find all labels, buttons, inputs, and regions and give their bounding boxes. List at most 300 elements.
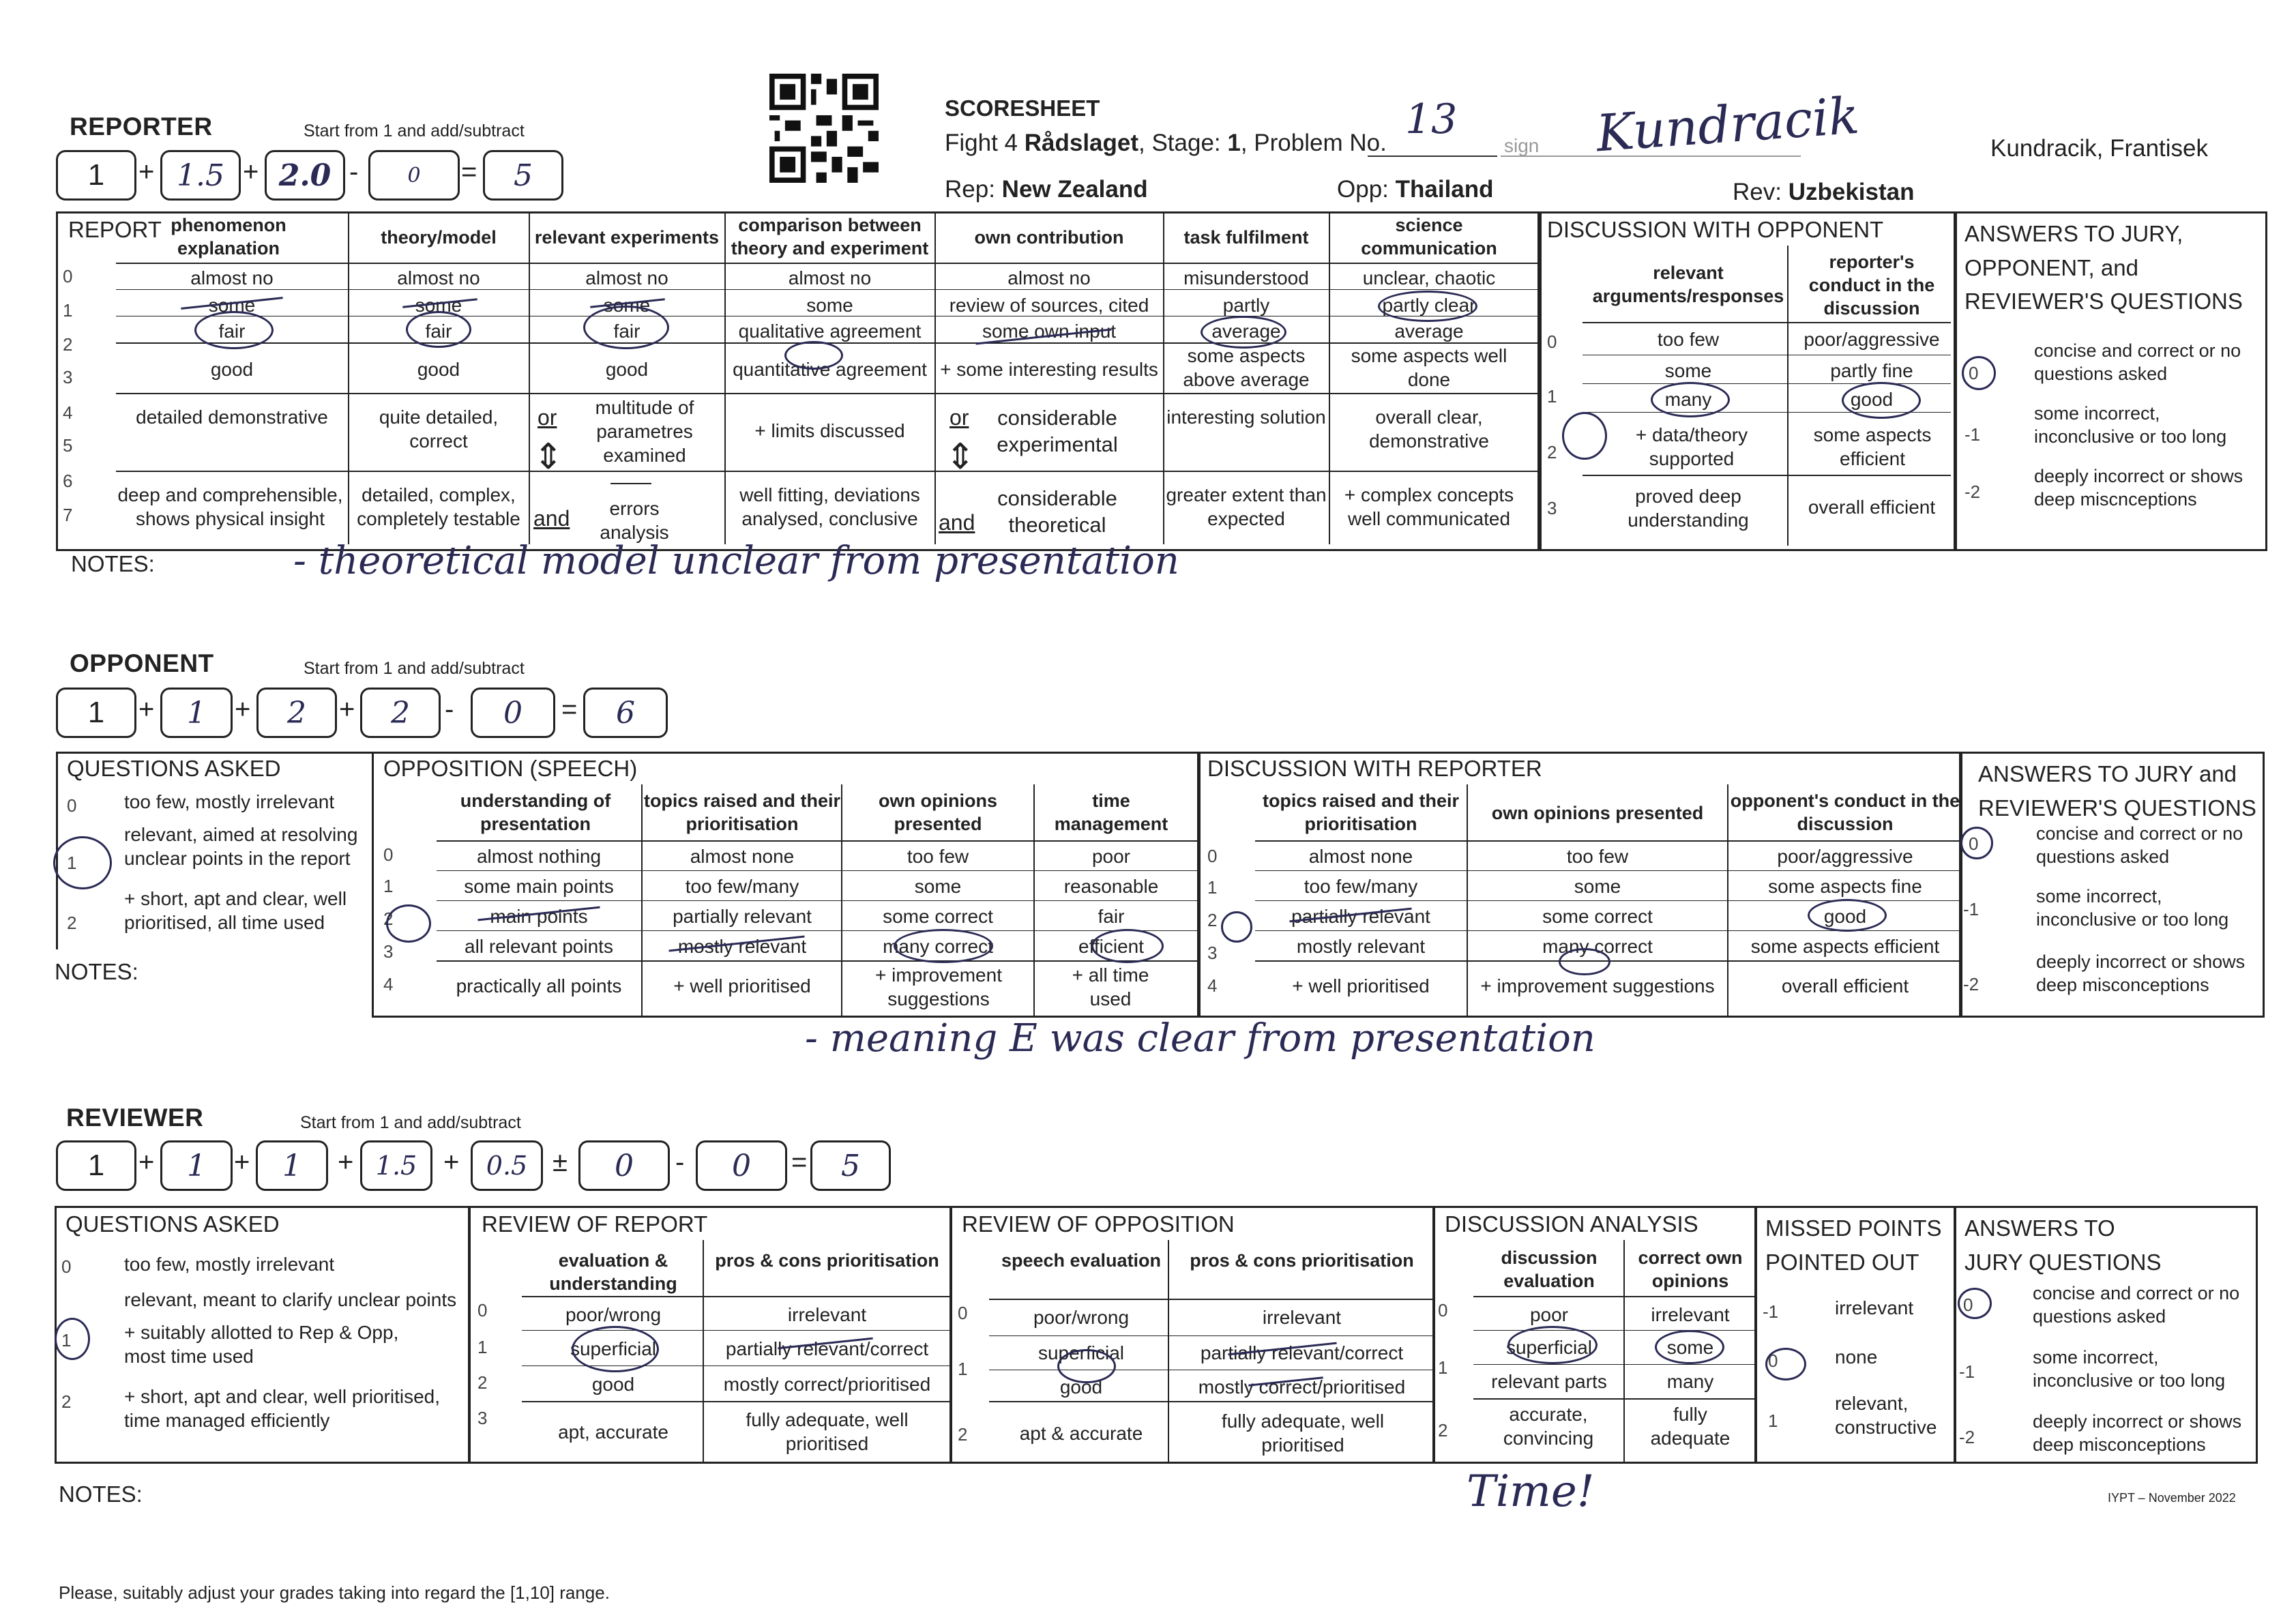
scale-label: 4: [1207, 975, 1218, 996]
criterion-cell: overall clear, demonstrative: [1369, 407, 1489, 452]
opp-value: Thailand: [1395, 176, 1494, 203]
plus-sign: +: [338, 1147, 354, 1177]
mark-circle: [194, 311, 274, 349]
criterion-cell: greater extent than expected: [1166, 484, 1327, 529]
criterion-cell: fair: [218, 321, 246, 342]
missed-option: relevant, constructive: [1835, 1393, 1937, 1438]
mark-circle: [784, 341, 843, 370]
and-label: and: [533, 506, 570, 531]
equals-sign: =: [791, 1147, 808, 1177]
opponent-result-box[interactable]: 6: [583, 688, 668, 738]
scale-label: 0: [383, 844, 394, 865]
discussion-title: DISCUSSION WITH REPORTER: [1207, 756, 1542, 781]
col-head: own opinions presented: [879, 791, 997, 834]
criterion-cell: almost none: [1308, 846, 1413, 867]
criterion-cell: poor/wrong: [1033, 1307, 1130, 1328]
scale-label: 1: [67, 853, 77, 873]
criterion-cell: relevant parts: [1491, 1371, 1607, 1392]
mark-circle: [406, 311, 471, 348]
criterion-cell: too few: [1566, 846, 1629, 867]
scale-label: 3: [1207, 943, 1218, 963]
mark-circle: [1655, 1330, 1724, 1364]
scale-label: 3: [1547, 498, 1557, 518]
row-divider: [989, 1401, 1432, 1402]
col-head: phenomenon explanation: [171, 215, 286, 259]
criterion-cell: too few/many: [1304, 876, 1418, 897]
questions-title: QUESTIONS ASKED: [65, 1211, 280, 1237]
col-head: time management: [1054, 791, 1168, 834]
scale-label: 4: [383, 974, 394, 994]
criterion-cell: some correct: [883, 906, 993, 927]
speech-title: OPPOSITION (SPEECH): [383, 756, 638, 781]
row-divider: [522, 1296, 950, 1297]
opponent-score-box[interactable]: 1: [160, 688, 233, 738]
col-head: relevant arguments/responses: [1592, 263, 1784, 306]
scale-label: 1: [61, 1330, 72, 1350]
rep-value: New Zealand: [1001, 176, 1148, 203]
criterion-cell: + limits discussed: [754, 420, 905, 441]
sign-label: sign: [1504, 135, 1540, 156]
opponent-score-box[interactable]: 0: [471, 688, 555, 738]
criterion-cell: + well prioritised: [673, 975, 811, 996]
criterion-cell: errors analysis: [600, 498, 669, 543]
criterion-cell: efficient: [1078, 936, 1144, 957]
row-divider: [1473, 1364, 1754, 1365]
criterion-cell: too few: [907, 846, 969, 867]
mark-circle: [53, 836, 112, 889]
criterion-cell: considerable experimental: [997, 406, 1118, 456]
criterion-cell: all relevant points: [465, 936, 613, 957]
fight-line: [945, 130, 1387, 157]
scale-label: 2: [63, 334, 73, 355]
row-divider: [1255, 840, 1961, 842]
criterion-cell: multitude of parametres examined: [595, 397, 694, 466]
reviewer-score-box[interactable]: 0: [578, 1140, 670, 1191]
criterion-cell: some aspects above average: [1183, 345, 1310, 390]
criterion-cell: superficial: [1037, 1342, 1125, 1363]
report-label: REPORT: [68, 217, 162, 242]
notes-text: - theoretical model unclear from presentation: [293, 539, 1179, 583]
mark-circle: [894, 929, 993, 963]
mark-circle: [1091, 929, 1164, 963]
criterion-cell: detailed, complex, completely testable: [357, 484, 520, 529]
scale-label: 2: [1438, 1420, 1448, 1441]
col-head: pros & cons prioritisation: [1190, 1250, 1414, 1271]
row-divider: [437, 870, 1199, 871]
row-divider: [437, 930, 1199, 931]
row-divider: [989, 1335, 1432, 1336]
scale-label: 7: [63, 505, 73, 525]
row-divider: [437, 960, 1199, 962]
answer-option: deeply incorrect or shows deep miscnceptions: [2034, 466, 2243, 510]
plus-sign: +: [235, 694, 251, 724]
answer-option: deeply incorrect or shows deep misconceptions: [2036, 951, 2246, 995]
row-divider: [437, 900, 1199, 901]
minus-sign: -: [445, 694, 454, 724]
criterion-cell: average: [1211, 321, 1281, 342]
answer-option: some incorrect, inconclusive or too long: [2033, 1347, 2226, 1391]
plus-sign: +: [243, 157, 259, 187]
plus-sign: +: [443, 1147, 460, 1177]
or-label: or: [538, 405, 557, 430]
scale-label: 3: [383, 941, 394, 962]
col-head: reporter's conduct in the discussion: [1808, 252, 1935, 319]
criterion-cell: good: [1850, 389, 1894, 410]
col-head: evaluation & understanding: [549, 1250, 677, 1294]
scale-label: 2: [958, 1424, 968, 1445]
reviewer-score-box[interactable]: 1: [256, 1140, 328, 1191]
criterion-cell: partially relevant/correct: [1200, 1342, 1404, 1363]
scale-label: 2: [477, 1372, 488, 1393]
criterion-cell: some: [415, 295, 462, 316]
criterion-cell: + complex concepts well communicated: [1344, 484, 1514, 529]
criterion-cell: fully adequate, well prioritised: [746, 1409, 909, 1454]
criterion-cell: many: [1666, 1371, 1714, 1392]
scale-label: 6: [63, 471, 73, 491]
missed-option: none: [1835, 1346, 1878, 1368]
scale-label: 2: [1207, 910, 1218, 930]
criterion-cell: quantitative agreement: [733, 359, 927, 380]
criterion-cell: some: [1574, 876, 1621, 897]
criterion-cell: partially relevant: [673, 906, 812, 927]
criterion-cell: some: [1664, 360, 1712, 381]
scale-label: 1: [1768, 1411, 1778, 1431]
scale-label: 0: [1438, 1300, 1448, 1320]
criterion-cell: irrelevant: [1262, 1307, 1342, 1328]
criterion-cell: overall efficient: [1808, 497, 1936, 518]
criterion-cell: almost no: [397, 267, 480, 289]
mark-circle: [1559, 948, 1610, 975]
scale-label: 5: [63, 435, 73, 456]
scale-label: 0: [1969, 833, 1979, 854]
mark-circle: [1057, 1349, 1116, 1383]
col-head: correct own opinions: [1638, 1247, 1743, 1291]
criterion-cell: fair: [425, 321, 452, 342]
rev-team: [1733, 179, 1914, 206]
criterion-cell: some: [1666, 1337, 1714, 1358]
row-divider: [116, 263, 1542, 264]
criterion-cell: some aspects fine: [1768, 876, 1922, 897]
criterion-cell: poor: [1529, 1304, 1569, 1325]
opponent-score-box[interactable]: 2: [360, 688, 441, 738]
criterion-cell: mostly relevant: [1296, 936, 1426, 957]
fight-label: Fight 4: [945, 130, 1018, 156]
row-divider: [437, 840, 1199, 842]
mark-circle: [1765, 1348, 1806, 1381]
col-divider: [1168, 1240, 1169, 1462]
criterion-cell: almost nothing: [476, 846, 602, 867]
reporter-base-box: 1: [56, 150, 136, 201]
stage-value: 1: [1227, 130, 1241, 156]
juror-name: Kundracik, Frantisek: [1990, 135, 2209, 162]
rev-label: Rev:: [1733, 179, 1782, 205]
answer-option: deeply incorrect or shows deep misconceptions: [2033, 1411, 2242, 1455]
mark-circle: [1651, 382, 1730, 417]
criterion-cell: + some interesting results: [940, 359, 1158, 380]
criterion-cell: mostly correct/prioritised: [1198, 1376, 1406, 1398]
criterion-cell: interesting solution: [1166, 407, 1326, 428]
version-label: IYPT – November 2022: [2108, 1491, 2236, 1505]
criterion-cell: reasonable: [1063, 876, 1159, 897]
criterion-cell: some aspects well done: [1351, 345, 1507, 390]
and-label: and: [939, 510, 975, 535]
col-head: comparison between theory and experiment: [731, 215, 929, 259]
reviewer-score-box[interactable]: 0.5: [471, 1140, 543, 1191]
scale-label: 0: [477, 1300, 488, 1320]
row-divider: [1473, 1398, 1754, 1400]
criterion-cell: good: [417, 359, 460, 380]
criterion-cell: main points: [490, 906, 588, 927]
criterion-cell: superficial: [570, 1338, 657, 1359]
row-divider: [1473, 1330, 1754, 1331]
scale-label: 2: [383, 909, 394, 929]
scale-label: -1: [1959, 1361, 1975, 1382]
criterion-cell: many: [1664, 389, 1712, 410]
criterion-cell: partially relevant/correct: [725, 1338, 929, 1359]
criterion-cell: some: [806, 295, 853, 316]
minus-sign: -: [349, 157, 359, 187]
col-head: topics raised and their prioritisation: [643, 791, 841, 834]
missed-title: MISSED POINTS POINTED OUT: [1765, 1215, 1942, 1275]
footer-instruction: Please, suitably adjust your grades taking into regard the [1,10] range.: [59, 1582, 610, 1603]
criterion-cell: fully adequate: [1650, 1404, 1731, 1449]
problem-label: , Problem No.: [1240, 130, 1387, 156]
mark-circle: [1962, 356, 1996, 390]
criterion-cell: good: [210, 359, 254, 380]
notes-text: - meaning E was clear from presentation: [805, 1016, 1595, 1061]
mark-circle: [1808, 899, 1887, 932]
criterion-cell: fair: [613, 321, 641, 342]
criterion-cell: overall efficient: [1781, 975, 1909, 996]
criterion-cell: almost no: [585, 267, 668, 289]
row-divider: [116, 471, 1542, 472]
mark-circle: [1960, 827, 1993, 859]
qr-code: [769, 74, 879, 183]
scale-label: 1: [383, 876, 394, 896]
criterion-cell: mostly correct/prioritised: [723, 1374, 931, 1395]
col-head: theory/model: [381, 227, 497, 248]
rev-value: Uzbekistan: [1788, 179, 1915, 205]
criterion-cell: accurate, convincing: [1503, 1404, 1594, 1449]
criterion-cell: irrelevant: [787, 1304, 867, 1325]
scale-label: 0: [1547, 331, 1557, 352]
answer-option: some incorrect, inconclusive or too long: [2034, 403, 2227, 447]
mark-circle: [1378, 291, 1477, 322]
notes-text: Time!: [1467, 1466, 1595, 1517]
notes-label: NOTES:: [59, 1481, 143, 1507]
question-option: relevant, aimed at resolving unclear points in the report: [124, 824, 358, 869]
col-head: discussion evaluation: [1501, 1247, 1598, 1291]
criterion-cell: good: [1823, 906, 1867, 927]
opponent-score-box[interactable]: 2: [256, 688, 337, 738]
reviewer-score-box[interactable]: 0: [696, 1140, 787, 1191]
plus-sign: +: [339, 694, 355, 724]
or-and-arrow: ⇕: [533, 437, 563, 477]
reporter-score-box[interactable]: 2.0: [265, 150, 345, 201]
question-option: too few, mostly irrelevant: [124, 1254, 335, 1275]
scale-label: 1: [477, 1337, 488, 1357]
col-head: speech evaluation: [1001, 1250, 1162, 1271]
opp-team: [1337, 176, 1494, 203]
mark-circle: [55, 1318, 90, 1360]
criterion-cell: some correct: [1542, 906, 1653, 927]
opponent-title: OPPONENT: [70, 649, 214, 677]
dash: [610, 483, 651, 484]
row-divider: [522, 1330, 950, 1331]
col-head: task fulfilment: [1183, 227, 1309, 248]
mark-circle: [1201, 316, 1286, 349]
criterion-cell: too few/many: [685, 876, 799, 897]
reviewer-hint: Start from 1 and add/subtract: [300, 1113, 521, 1132]
scale-label: 1: [1438, 1357, 1448, 1378]
plus-minus-sign: ±: [553, 1147, 568, 1177]
criterion-cell: poor/wrong: [565, 1304, 662, 1325]
reviewer-title: REVIEWER: [66, 1104, 204, 1132]
opponent-base-box: 1: [56, 688, 136, 738]
scale-label: 1: [1547, 386, 1557, 407]
opp-label: Opp:: [1337, 176, 1389, 203]
criterion-cell: + improvement suggestions: [875, 964, 1002, 1009]
answers-title: ANSWERS TO JURY and REVIEWER'S QUESTIONS: [1978, 761, 2256, 821]
row-divider: [522, 1401, 950, 1402]
scale-label: 4: [63, 402, 73, 423]
reviewer-score-box[interactable]: 1.5: [360, 1140, 432, 1191]
criterion-cell: mostly relevant: [677, 936, 807, 957]
questions-title: QUESTIONS ASKED: [67, 756, 281, 781]
rep-team: [945, 176, 1148, 203]
criterion-cell: many correct: [1542, 936, 1653, 957]
question-option: + suitably allotted to Rep & Opp, most time used: [124, 1322, 399, 1367]
criterion-cell: good: [1059, 1376, 1103, 1398]
reporter-title: REPORTER: [70, 113, 213, 141]
fight-place: Rådslaget: [1024, 130, 1139, 156]
reporter-result-box[interactable]: 5: [483, 150, 563, 201]
notes-label: NOTES:: [55, 959, 138, 984]
question-option: + short, apt and clear, well prioritised, time managed efficiently: [124, 1386, 441, 1431]
criterion-cell: some main points: [464, 876, 614, 897]
row-divider: [1255, 870, 1961, 871]
criterion-cell: fully adequate, well prioritised: [1221, 1411, 1385, 1456]
criterion-cell: too few: [1657, 329, 1720, 350]
criterion-cell: apt, accurate: [558, 1421, 668, 1443]
plus-sign: +: [138, 1147, 155, 1177]
criterion-cell: poor: [1091, 846, 1131, 867]
problem-number: 13: [1405, 95, 1458, 143]
criterion-cell: well fitting, deviations analysed, conclusive: [739, 484, 920, 529]
mark-circle: [1507, 1326, 1598, 1364]
criterion-cell: superficial: [1505, 1337, 1593, 1358]
criterion-cell: misunderstood: [1183, 267, 1309, 289]
criterion-cell: average: [1394, 321, 1464, 342]
row-divider: [116, 393, 1542, 394]
criterion-cell: quite detailed, correct: [379, 407, 499, 452]
criterion-cell: + improvement suggestions: [1480, 975, 1715, 996]
mark-circle: [1562, 412, 1607, 460]
scoresheet-title: SCORESHEET: [945, 95, 1100, 121]
criterion-cell: some own input: [982, 321, 1117, 342]
criterion-cell: poor/aggressive: [1777, 846, 1913, 867]
reviewer-score-box[interactable]: 1: [160, 1140, 233, 1191]
scale-label: 2: [61, 1391, 72, 1412]
scale-label: 2: [67, 913, 77, 933]
equals-sign: =: [561, 694, 578, 724]
row-divider: [1583, 322, 1951, 323]
criterion-cell: good: [591, 1374, 635, 1395]
criterion-cell: review of sources, cited: [949, 295, 1149, 316]
scale-label: -1: [1763, 1301, 1779, 1322]
criterion-cell: partly: [1222, 295, 1270, 316]
mark-circle: [386, 904, 431, 943]
mark-circle: [1958, 1288, 1992, 1319]
criterion-cell: + data/theory supported: [1635, 424, 1748, 469]
row-divider: [1473, 1296, 1754, 1297]
scale-label: -2: [1964, 482, 1981, 502]
criterion-cell: almost no: [788, 267, 872, 289]
col-head: pros & cons prioritisation: [715, 1250, 939, 1271]
scale-label: 0: [1207, 846, 1218, 866]
plus-sign: +: [138, 157, 155, 187]
discussion-title: DISCUSSION ANALYSIS: [1445, 1211, 1698, 1237]
criterion-cell: some aspects efficient: [1750, 936, 1940, 957]
scale-label: -1: [1963, 899, 1979, 919]
reporter-score-box[interactable]: 0: [368, 150, 460, 201]
reviewer-base-box: 1: [56, 1140, 136, 1191]
criterion-cell: qualitative agreement: [738, 321, 922, 342]
reviewer-result-box[interactable]: 5: [810, 1140, 891, 1191]
col-head: opponent's conduct in the discussion: [1730, 791, 1960, 834]
answers-title: ANSWERS TO JURY QUESTIONS: [1964, 1215, 2162, 1275]
reporter-score-box[interactable]: 1.5: [160, 150, 241, 201]
equals-sign: =: [461, 157, 477, 187]
criterion-cell: good: [605, 359, 649, 380]
col-head: science communication: [1361, 215, 1497, 259]
scale-label: -2: [1963, 974, 1979, 994]
answer-option: concise and correct or no questions asked: [2034, 340, 2241, 384]
plus-sign: +: [234, 1147, 250, 1177]
missed-option: irrelevant: [1835, 1297, 1914, 1318]
criterion-cell: + well prioritised: [1292, 975, 1430, 996]
criterion-cell: fair: [1098, 906, 1125, 927]
notes-label: NOTES:: [71, 551, 155, 576]
question-option: + short, apt and clear, well prioritised, all time used: [124, 888, 347, 933]
scale-label: 0: [958, 1303, 968, 1323]
col-divider: [1787, 246, 1789, 546]
criterion-cell: irrelevant: [1651, 1304, 1730, 1325]
criterion-cell: some: [603, 295, 651, 316]
scale-label: 1: [1207, 877, 1218, 898]
col-divider: [703, 1240, 704, 1462]
rep-label: Rep:: [945, 176, 995, 203]
mark-circle: [572, 1326, 659, 1372]
criterion-cell: practically all points: [456, 975, 622, 996]
question-option: relevant, meant to clarify unclear points: [124, 1289, 457, 1310]
criterion-cell: some: [208, 295, 256, 316]
scale-label: 0: [1768, 1350, 1778, 1371]
criterion-cell: almost none: [690, 846, 795, 867]
scale-label: 2: [1547, 442, 1557, 462]
answer-option: concise and correct or no questions asked: [2036, 823, 2243, 867]
reporter-hint: Start from 1 and add/subtract: [304, 121, 525, 141]
discussion-title: DISCUSSION WITH OPPONENT: [1547, 217, 1884, 242]
criterion-cell: some: [914, 876, 962, 897]
or-label: or: [950, 405, 969, 430]
answer-option: concise and correct or no questions asked: [2033, 1283, 2240, 1327]
stage-label: , Stage:: [1138, 130, 1221, 156]
criterion-cell: partly clear: [1382, 295, 1476, 316]
opponent-hint: Start from 1 and add/subtract: [304, 659, 525, 678]
row-divider: [1583, 475, 1951, 476]
scale-label: 0: [61, 1256, 72, 1277]
